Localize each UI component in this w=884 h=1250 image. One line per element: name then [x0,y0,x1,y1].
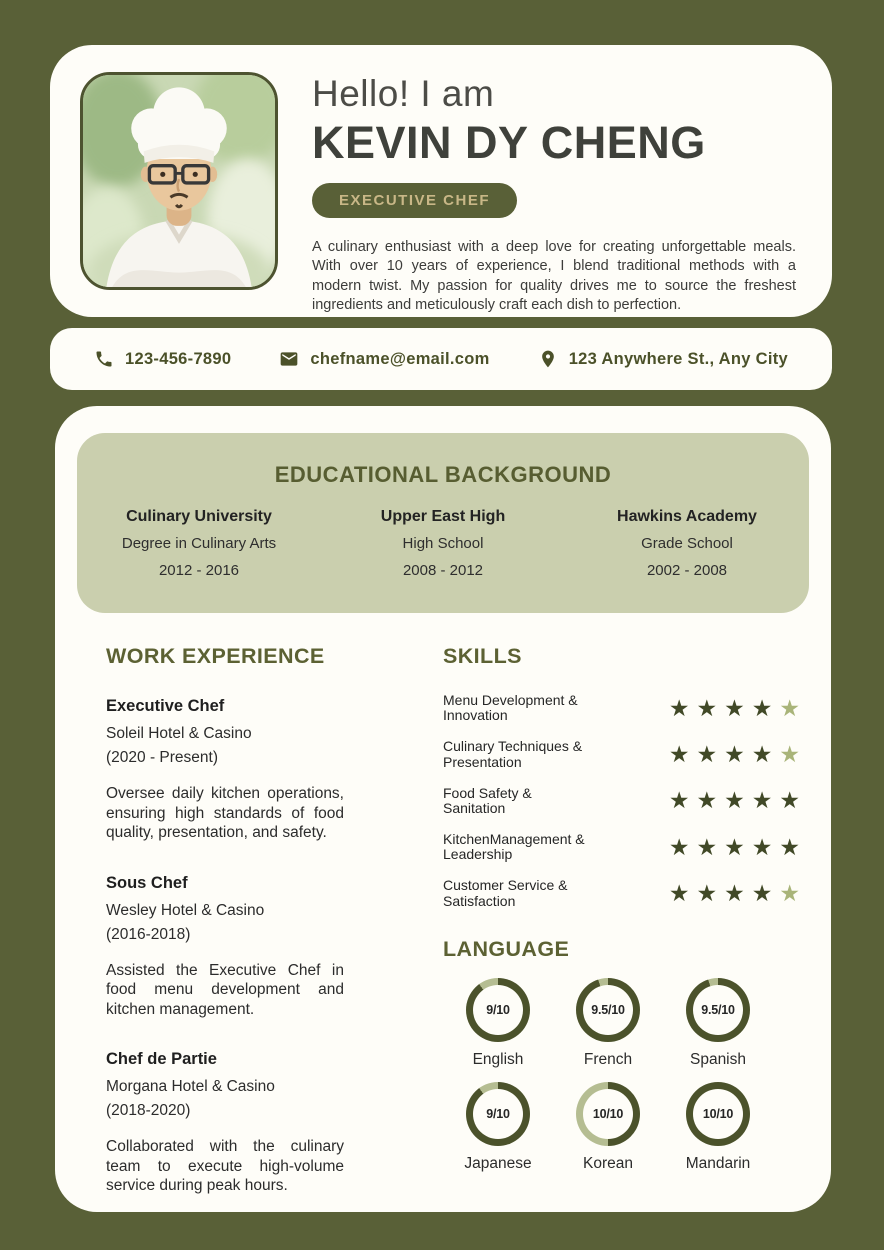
language-item [576,1082,640,1173]
language-gauge [576,1082,640,1146]
language-score: 9/10 [486,1106,510,1121]
location-pin-icon [538,349,558,369]
education-years: 2012 - 2016 [158,562,240,579]
job-period: (2020 - Present) [106,749,218,767]
star-rating [668,833,800,860]
language-item [466,978,530,1069]
star-icon: ★ [751,741,773,768]
star-rating [669,789,800,812]
school-name: Upper East High [380,508,506,525]
star-icon: ★ [751,694,773,721]
job-role: Executive Chef [106,697,225,715]
star-icon: ★ [751,880,773,907]
star-icon: ★ [779,694,800,721]
envelope-icon [279,349,299,369]
star-icon: ★ [696,833,718,860]
star-icon: ★ [668,880,690,907]
star-icon: ★ [779,741,800,768]
main-card [55,406,831,1212]
skill-label [443,786,532,817]
chef-portrait-illustration [83,75,275,287]
contact-email [279,349,489,369]
skill-label [443,693,578,724]
job-entry [106,1050,344,1196]
job-entry [106,874,344,1020]
star-icon: ★ [751,787,773,814]
language-name: Mandarin [685,1154,751,1172]
skill-label-line: Satisfaction [443,892,516,909]
star-icon: ★ [724,694,745,721]
star-icon: ★ [724,880,745,907]
skill-label [443,878,567,909]
language-score: 10/10 [702,1106,734,1121]
star-icon: ★ [779,880,800,907]
job-period: (2016-2018) [106,925,191,943]
skill-label-line: Innovation [443,707,508,724]
language-name: English [472,1050,524,1068]
hero-text-block [312,73,802,315]
star-icon: ★ [724,741,745,768]
education-section [77,433,809,613]
star-icon: ★ [696,694,718,721]
star-icon: ★ [668,833,690,860]
star-icon: ★ [668,694,690,721]
contact-address [538,349,788,369]
education-years: 2008 - 2012 [402,562,484,579]
language-score: 9/10 [486,1002,510,1017]
gauge-center [693,1089,743,1139]
language-item [686,978,750,1069]
job-description: Collaborated with the culinary team to execute high-volume service during peak hours. [106,1138,344,1195]
language-name: Spanish [689,1050,746,1068]
language-score: 10/10 [592,1106,624,1121]
skill-label-line: Presentation [443,753,522,770]
skills-title: SKILLS [443,644,522,668]
degree-name: Grade School [641,535,733,552]
school-name: Culinary University [126,508,272,525]
skill-row [443,786,800,817]
job-company: Wesley Hotel & Casino [106,901,265,919]
gauge-center [473,985,523,1035]
gauge-center [583,985,633,1035]
language-gauge [466,978,530,1042]
star-icon: ★ [751,833,773,860]
star-icon: ★ [724,833,745,860]
star-rating [669,882,800,905]
skill-label-line: Sanitation [443,799,506,816]
email-address: chefname@email.com [310,349,490,368]
education-item [321,508,565,579]
job-description: Oversee daily kitchen operations, ensuring high standards of food quality, presentation, and safety. [106,785,344,842]
star-icon: ★ [779,833,800,860]
job-entry [106,697,344,843]
education-item [77,508,321,579]
star-rating [668,694,800,721]
two-column-layout [106,644,800,1227]
language-grid [443,978,800,1173]
language-gauge [686,978,750,1042]
person-name: KEVIN DY CHENG [312,117,706,168]
skill-label-line: Customer Service & [443,877,568,894]
language-gauge [576,978,640,1042]
star-icon: ★ [724,787,745,814]
star-icon: ★ [696,741,718,768]
profile-summary: A culinary enthusiast with a deep love for creating unforgettable meals. With over 10 years of experience, I blend traditional methods with a modern twist. My passion for quality drives me to source the freshest ingredients and meticulously craft each dish to perfection. [312,239,796,313]
phone-icon [94,349,114,369]
job-company: Soleil Hotel & Casino [106,725,252,742]
language-gauge [466,1082,530,1146]
skill-label [443,832,585,863]
work-experience-section [106,644,344,1227]
star-icon: ★ [696,787,718,814]
skill-row [443,878,800,909]
gauge-center [473,1089,523,1139]
hero-card [50,45,832,317]
language-title: LANGUAGE [443,936,570,961]
job-company: Morgana Hotel & Casino [106,1078,275,1096]
skills-language-column [443,644,800,1227]
star-icon: ★ [779,787,800,814]
skill-label-line: Food Safety & [443,784,532,801]
language-name: Korean [583,1154,633,1172]
star-icon: ★ [696,880,718,907]
skills-list [443,693,800,909]
skill-label-line: Leadership [443,846,513,863]
school-name: Hawkins Academy [617,508,757,525]
contact-phone [94,349,231,369]
skill-row [443,832,800,863]
language-name: French [583,1050,633,1068]
skill-label-line: Culinary Techniques & [443,738,583,755]
education-title: EDUCATIONAL BACKGROUND [274,462,612,487]
education-years: 2002 - 2008 [646,562,728,579]
degree-name: High School [402,535,484,552]
star-icon: ★ [668,741,690,768]
education-grid [77,508,809,579]
degree-name: Degree in Culinary Arts [121,535,277,552]
skill-row [443,739,800,770]
language-score: 9.5/10 [591,1002,625,1017]
star-rating [669,743,800,766]
skill-label-line: KitchenManagement & [443,830,585,847]
skill-label-line: Menu Development & [443,692,578,708]
phone-number: 123-456-7890 [125,349,232,368]
job-title-badge: EXECUTIVE CHEF [312,183,517,218]
language-item [464,1082,531,1173]
job-description: Assisted the Executive Chef in food menu development and kitchen management. [106,961,344,1018]
language-gauge [686,1082,750,1146]
work-experience-title: WORK EXPERIENCE [106,644,325,668]
star-icon: ★ [668,787,690,814]
street-address: 123 Anywhere St., Any City [568,349,788,368]
contact-bar [50,328,832,390]
language-item [686,1082,751,1173]
language-name: Japanese [464,1154,532,1172]
greeting-text: Hello! I am [312,73,495,114]
education-item [565,508,809,579]
job-role: Chef de Partie [106,1050,217,1069]
language-item [576,978,640,1069]
gauge-center [583,1089,633,1139]
language-score: 9.5/10 [701,1002,735,1017]
skill-label [443,739,582,770]
job-period: (2018-2020) [106,1102,191,1120]
job-role: Sous Chef [106,873,188,892]
skill-row [443,693,800,724]
gauge-center [693,985,743,1035]
profile-photo [80,72,278,290]
